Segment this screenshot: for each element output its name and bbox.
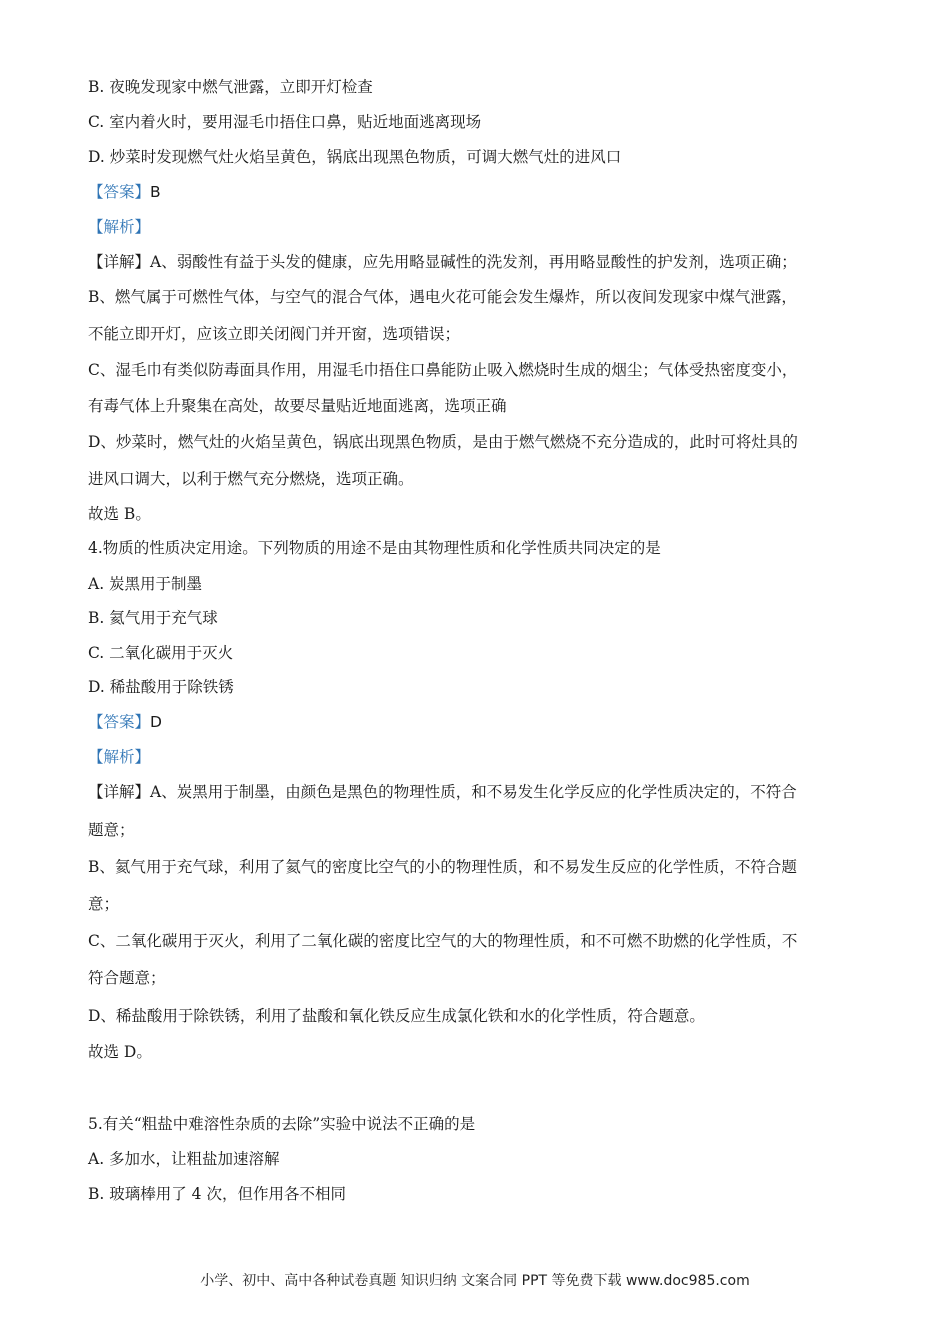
q3-analysis-label: 【解析】: [88, 218, 151, 236]
answer-value: D: [150, 713, 162, 731]
q3-answer: [88, 182, 161, 202]
detail-label: 【详解】: [88, 783, 151, 801]
q4-option-c: C. 二氧化碳用于灭火: [88, 644, 234, 662]
q3-option-d: D. 炒菜时发现燃气灶火焰呈黄色，锅底出现黑色物质，可调大燃气灶的进风口: [88, 148, 622, 166]
detail-text: A、弱酸性有益于头发的健康，应先用略显碱性的洗发剂，再用略显酸性的护发剂，选项正确；: [150, 253, 797, 271]
answer-label: 【答案】: [88, 713, 151, 731]
q4-detail-d: D、稀盐酸用于除铁锈，利用了盐酸和氧化铁反应生成氯化铁和水的化学性质，符合题意。: [88, 1007, 705, 1025]
q3-detail-d-1: D、炒菜时，燃气灶的火焰呈黄色，锅底出现黑色物质，是由于燃气燃烧不充分造成的，此时可将灶具的: [88, 433, 798, 451]
q5-option-b: B. 玻璃棒用了 4 次，但作用各不相同: [88, 1185, 346, 1203]
q4-detail-b-1: B、氦气用于充气球，利用了氦气的密度比空气的小的物理性质，和不易发生反应的化学性质，不符合题: [88, 858, 797, 876]
answer-value: B: [150, 183, 161, 201]
q4-detail-a-2: 题意；: [88, 821, 135, 839]
q4-answer: [88, 712, 162, 732]
q3-conclusion: 故选 B。: [88, 505, 151, 523]
q4-detail-b-2: 意；: [88, 895, 120, 913]
answer-label: 【答案】: [88, 183, 151, 201]
q5-option-a: A. 多加水，让粗盐加速溶解: [88, 1150, 280, 1168]
q4-analysis-label: 【解析】: [88, 748, 151, 766]
q4-option-d: D. 稀盐酸用于除铁锈: [88, 678, 234, 696]
q3-detail-a: [88, 252, 797, 272]
q3-detail-c-1: C、湿毛巾有类似防毒面具作用，用湿毛巾捂住口鼻能防止吸入燃烧时生成的烟尘；气体受热密度变小，: [88, 361, 798, 379]
q3-detail-b-1: B、燃气属于可燃性气体，与空气的混合气体，遇电火花可能会发生爆炸，所以夜间发现家中煤气泄露，: [88, 288, 797, 306]
page-footer: 小学、初中、高中各种试卷真题 知识归纳 文案合同 PPT 等免费下载 www.doc985.com: [200, 1273, 750, 1289]
detail-label: 【详解】: [88, 253, 151, 271]
q4-option-a: A. 炭黑用于制墨: [88, 575, 203, 593]
q3-option-c: C. 室内着火时，要用湿毛巾捂住口鼻，贴近地面逃离现场: [88, 113, 482, 131]
q3-detail-b-2: 不能立即开灯，应该立即关闭阀门并开窗，选项错误；: [88, 325, 461, 343]
q3-option-b: B. 夜晚发现家中燃气泄露，立即开灯检查: [88, 78, 373, 96]
q4-detail-c-1: C、二氧化碳用于灭火，利用了二氧化碳的密度比空气的大的物理性质，和不可燃不助燃的化学性质，不: [88, 932, 798, 950]
q3-detail-c-2: 有毒气体上升聚集在高处，故要尽量贴近地面逃离，选项正确: [88, 397, 507, 415]
q4-detail-a-1: [88, 782, 797, 802]
detail-text: A、炭黑用于制墨，由颜色是黑色的物理性质，和不易发生化学反应的化学性质决定的，不符合: [150, 783, 797, 801]
q4-detail-c-2: 符合题意；: [88, 969, 166, 987]
q4-option-b: B. 氦气用于充气球: [88, 609, 218, 627]
q4-conclusion: 故选 D。: [88, 1043, 152, 1061]
q4-stem: 4.物质的性质决定用途。下列物质的用途不是由其物理性质和化学性质共同决定的是: [88, 539, 661, 557]
q3-detail-d-2: 进风口调大，以利于燃气充分燃烧，选项正确。: [88, 470, 414, 488]
q5-stem: 5.有关“粗盐中难溶性杂质的去除”实验中说法不正确的是: [88, 1115, 476, 1133]
